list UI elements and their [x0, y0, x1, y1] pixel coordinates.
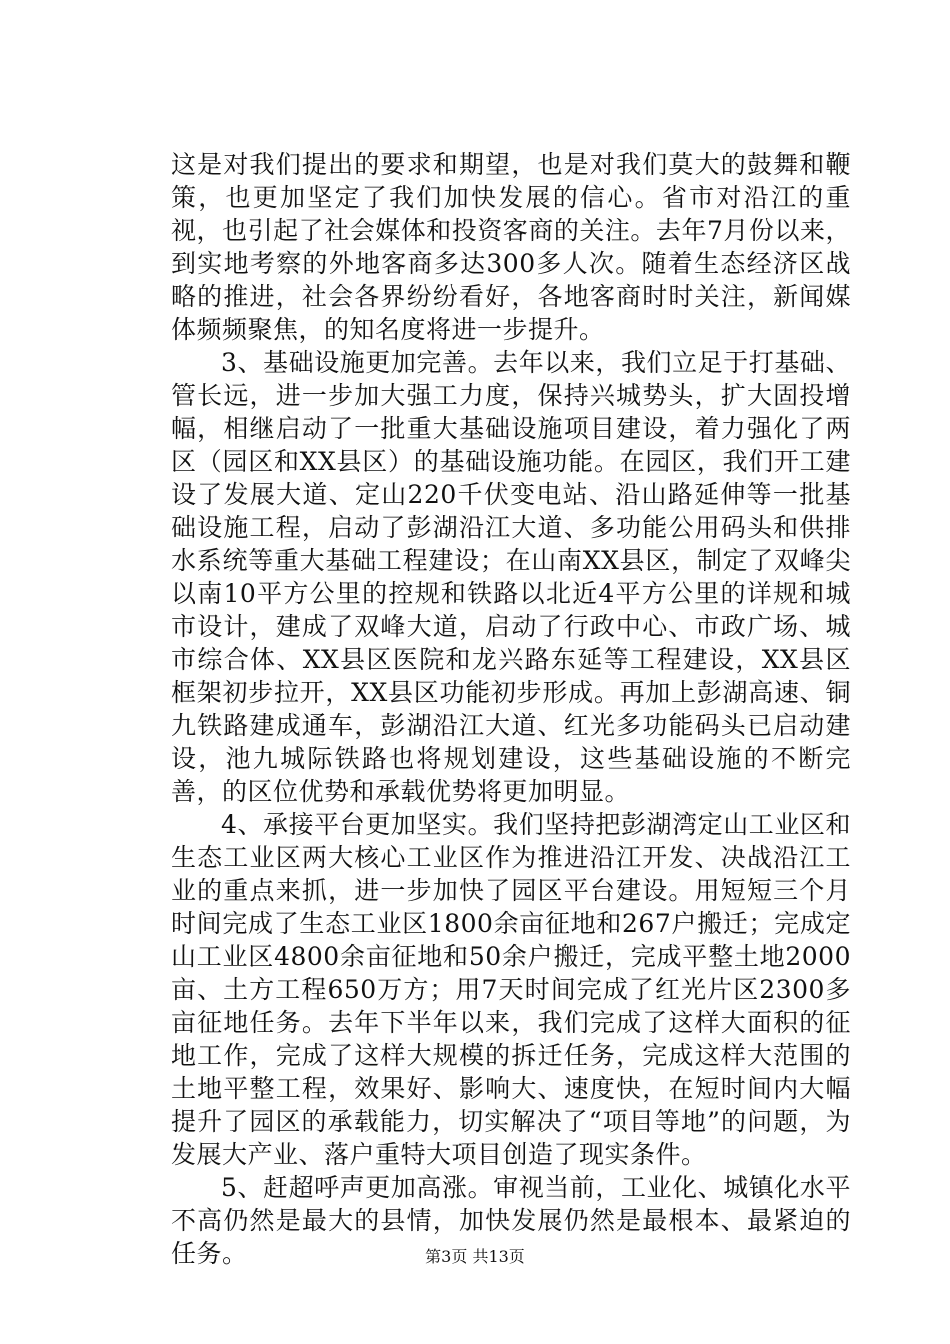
- page-number-footer: 第3页 共13页: [425, 1247, 525, 1266]
- paragraph-platform: 4、承接平台更加坚实。我们坚持把彭湖湾定山工业区和生态工业区两大核心工业区作为推进沿江开发、决战沿江工业的重点来抓，进一步加快了园区平台建设。用短短三个月时间完成了生态工业区1800余亩征地和267户搬迁；完成定山工业区4800余亩征地和50余户搬迁，完成平整土地2000亩、土方工程650万方；用7天时间完成了红光片区2300多亩征地任务。去年下半年以来，我们完成了这样大面积的征地工作，完成了这样大规模的拆迁任务，完成这样大范围的土地平整工程，效果好、影响大、速度快，在短时间内大幅提升了园区的承载能力，切实解决了“项目等地”的问题，为发展大产业、落户重特大项目创造了现实条件。: [171, 810, 851, 1169]
- paragraph-catch-up: 5、赶超呼声更加高涨。审视当前，工业化、城镇化水平不高仍然是最大的县情，加快发展仍然是最根本、最紧迫的任务。: [171, 1173, 851, 1268]
- paragraph-infrastructure: 3、基础设施更加完善。去年以来，我们立足于打基础、管长远，进一步加大强工力度，保持兴城势头，扩大固投增幅，相继启动了一批重大基础设施项目建设，着力强化了两区（园区和XX县区）的基础设施功能。在园区，我们开工建设了发展大道、定山220千伏变电站、沿山路延伸等一批基础设施工程，启动了彭湖沿江大道、多功能公用码头和供排水系统等重大基础工程建设；在山南XX县区，制定了双峰尖以南10平方公里的控规和铁路以北近4平方公里的详规和城市设计，建成了双峰大道，启动了行政中心、市政广场、城市综合体、XX县区医院和龙兴路东延等工程建设，XX县区框架初步拉开，XX县区功能初步形成。再加上彭湖高速、铜九铁路建成通车，彭湖沿江大道、红光多功能码头已启动建设，池九城际铁路也将规划建设，这些基础设施的不断完善，的区位优势和承载优势将更加明显。: [171, 348, 851, 806]
- paragraph-continuation: 这是对我们提出的要求和期望，也是对我们莫大的鼓舞和鞭策，也更加坚定了我们加快发展的信心。省市对沿江的重视，也引起了社会媒体和投资客商的关注。去年7月份以来，到实地考察的外地客商多达300多人次。随着生态经济区战略的推进，社会各界纷纷看好，各地客商时时关注，新闻媒体频频聚焦，的知名度将进一步提升。: [171, 150, 851, 344]
- document-body: [171, 148, 851, 1270]
